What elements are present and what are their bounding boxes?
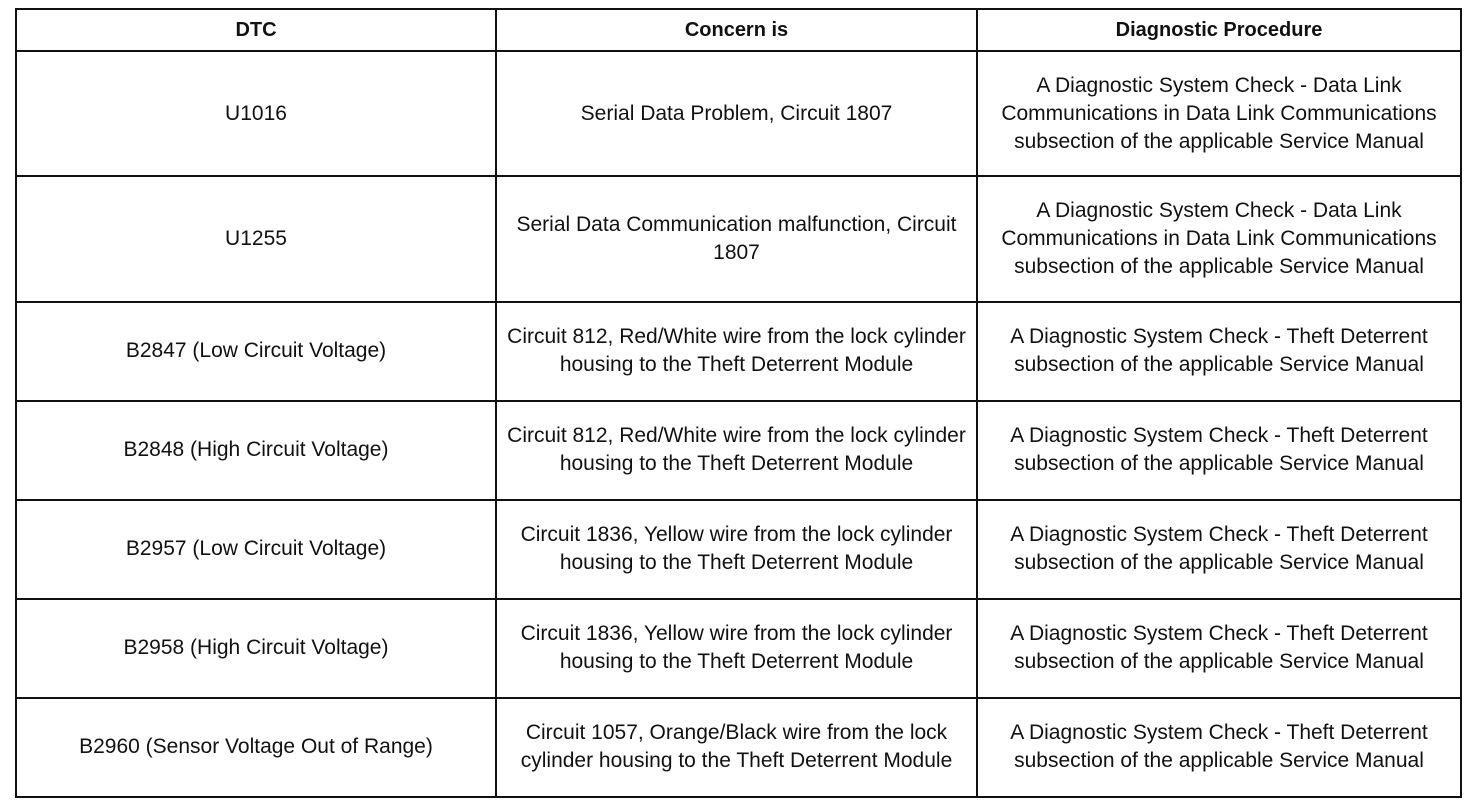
- concern-cell: Serial Data Problem, Circuit 1807: [496, 51, 977, 176]
- procedure-cell: A Diagnostic System Check - Theft Deterrent subsection of the applicable Service Manual: [977, 302, 1461, 401]
- dtc-table: [15, 8, 1462, 798]
- table-row: [16, 698, 1461, 797]
- concern-cell: Circuit 1057, Orange/Black wire from the lock cylinder housing to the Theft Deterrent Module: [496, 698, 977, 797]
- table-row: [16, 599, 1461, 698]
- dtc-cell: B2957 (Low Circuit Voltage): [16, 500, 496, 599]
- concern-cell: Circuit 812, Red/White wire from the lock cylinder housing to the Theft Deterrent Module: [496, 302, 977, 401]
- dtc-cell: U1255: [16, 176, 496, 301]
- procedure-cell: A Diagnostic System Check - Data Link Communications in Data Link Communications subsection of the applicable Service Manual: [977, 51, 1461, 176]
- table-row: [16, 500, 1461, 599]
- concern-cell: Circuit 812, Red/White wire from the lock cylinder housing to the Theft Deterrent Module: [496, 401, 977, 500]
- dtc-cell: B2848 (High Circuit Voltage): [16, 401, 496, 500]
- procedure-cell: A Diagnostic System Check - Theft Deterrent subsection of the applicable Service Manual: [977, 401, 1461, 500]
- procedure-cell: A Diagnostic System Check - Data Link Communications in Data Link Communications subsection of the applicable Service Manual: [977, 176, 1461, 301]
- header-concern: Concern is: [496, 9, 977, 51]
- header-procedure: Diagnostic Procedure: [977, 9, 1461, 51]
- concern-cell: Circuit 1836, Yellow wire from the lock cylinder housing to the Theft Deterrent Module: [496, 500, 977, 599]
- table-row: [16, 302, 1461, 401]
- dtc-cell: B2847 (Low Circuit Voltage): [16, 302, 496, 401]
- table-row: [16, 176, 1461, 301]
- dtc-cell: B2960 (Sensor Voltage Out of Range): [16, 698, 496, 797]
- dtc-cell: U1016: [16, 51, 496, 176]
- procedure-cell: A Diagnostic System Check - Theft Deterrent subsection of the applicable Service Manual: [977, 500, 1461, 599]
- procedure-cell: A Diagnostic System Check - Theft Deterrent subsection of the applicable Service Manual: [977, 599, 1461, 698]
- concern-cell: Serial Data Communication malfunction, Circuit 1807: [496, 176, 977, 301]
- table-row: [16, 51, 1461, 176]
- header-row: [16, 9, 1461, 51]
- procedure-cell: A Diagnostic System Check - Theft Deterrent subsection of the applicable Service Manual: [977, 698, 1461, 797]
- concern-cell: Circuit 1836, Yellow wire from the lock cylinder housing to the Theft Deterrent Module: [496, 599, 977, 698]
- dtc-cell: B2958 (High Circuit Voltage): [16, 599, 496, 698]
- header-dtc: DTC: [16, 9, 496, 51]
- table-row: [16, 401, 1461, 500]
